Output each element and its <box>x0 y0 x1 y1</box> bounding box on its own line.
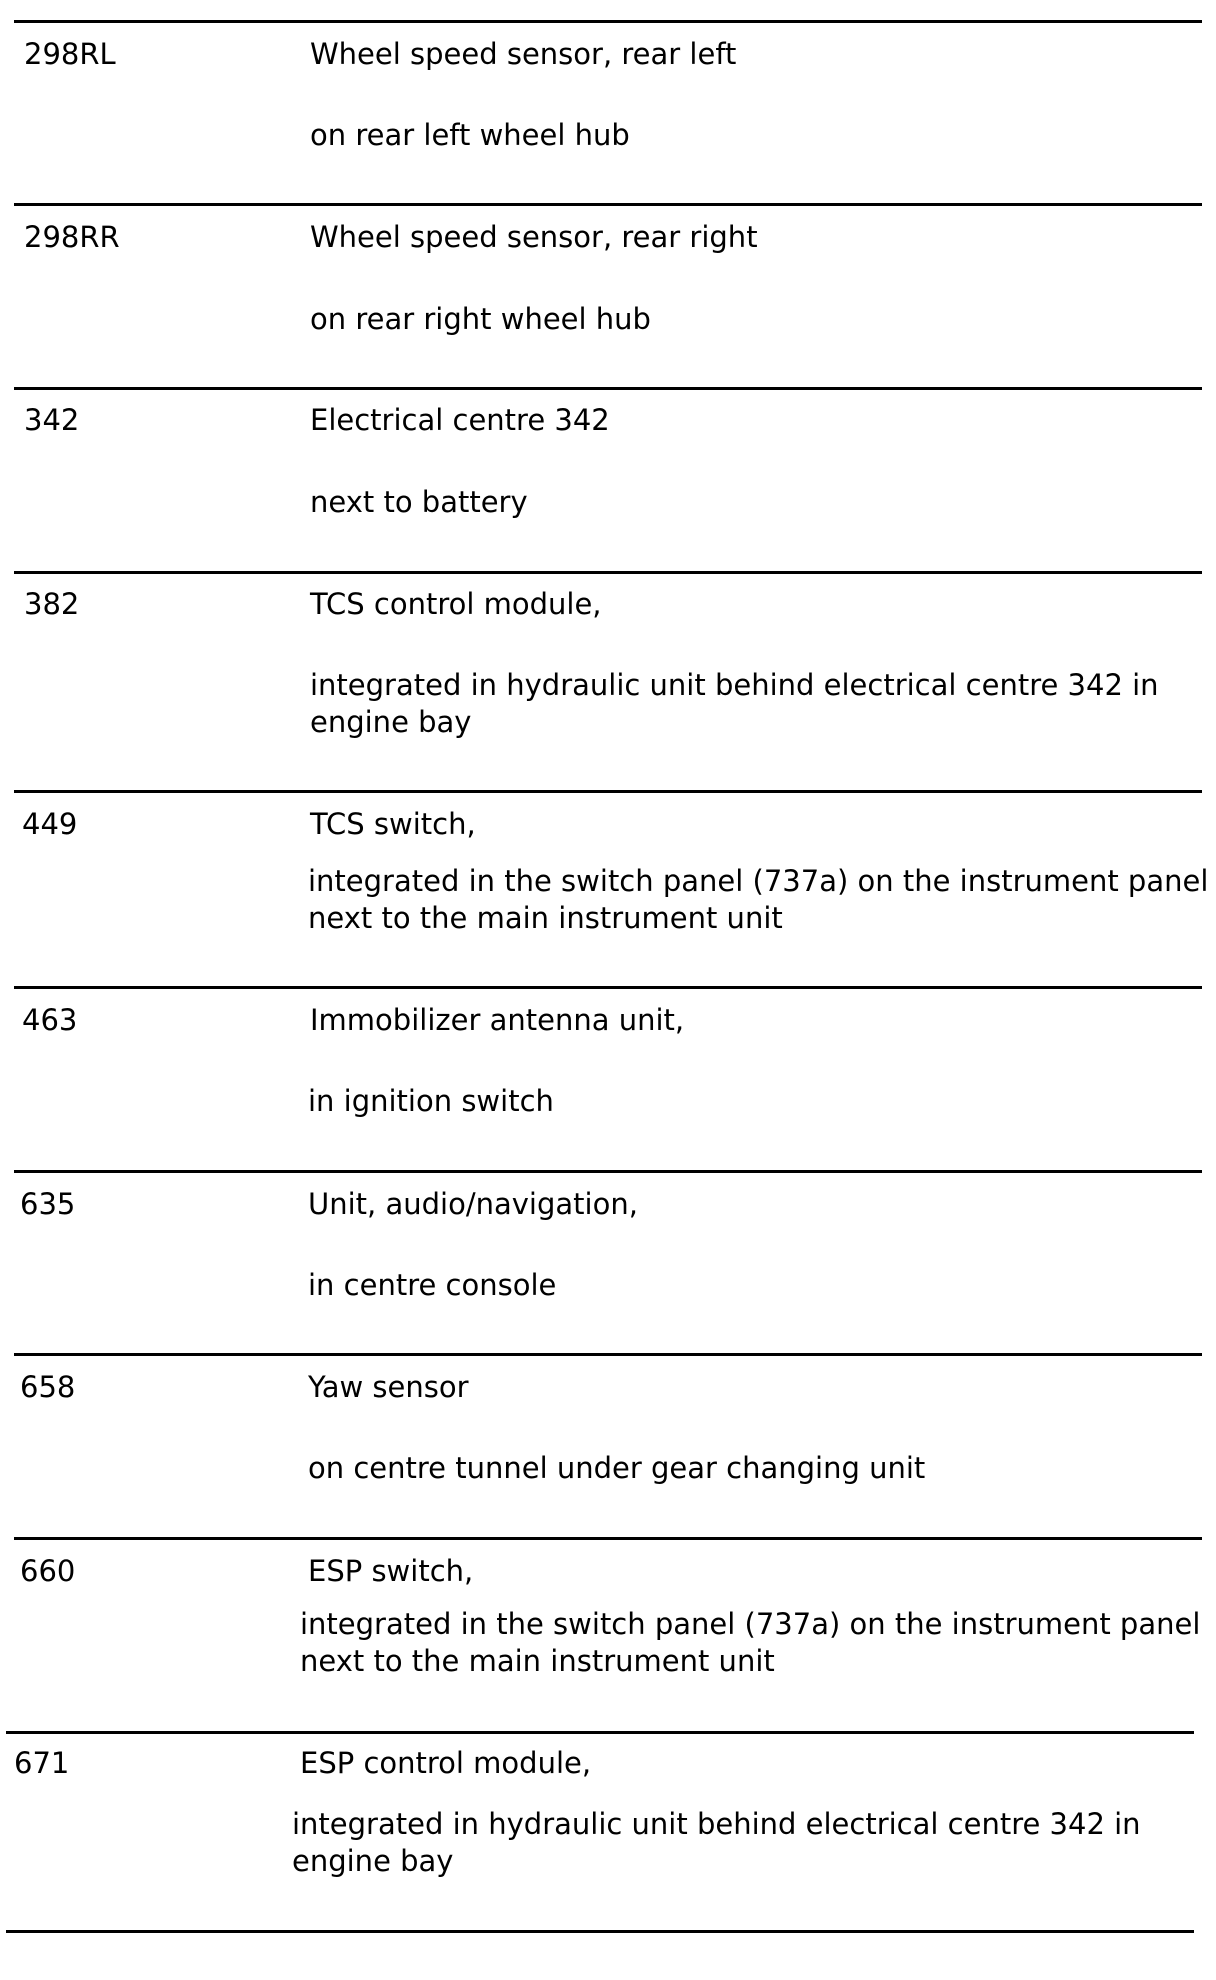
component-title: Wheel speed sensor, rear left <box>310 37 737 71</box>
row-divider <box>14 1537 1202 1540</box>
component-code: 660 <box>20 1554 76 1588</box>
component-code: 342 <box>24 403 80 437</box>
component-title: TCS switch, <box>310 807 476 841</box>
component-location: in centre console <box>308 1268 557 1302</box>
component-code: 635 <box>20 1187 76 1221</box>
component-location: on rear right wheel hub <box>310 302 651 336</box>
component-title: Wheel speed sensor, rear right <box>310 220 758 254</box>
component-location: integrated in the switch panel (737a) on the instrument panel next to the main instrument unit <box>300 1607 1201 1678</box>
row-divider <box>14 1353 1202 1356</box>
row-divider <box>14 790 1202 793</box>
component-location: integrated in the switch panel (737a) on the instrument panel next to the main instrument unit <box>308 864 1209 935</box>
row-divider <box>14 1170 1202 1173</box>
component-code: 671 <box>14 1746 70 1780</box>
component-location: on centre tunnel under gear changing unit <box>308 1451 926 1485</box>
component-code: 298RR <box>24 220 120 254</box>
row-divider <box>14 571 1202 574</box>
component-location: in ignition switch <box>308 1084 554 1118</box>
component-location: on rear left wheel hub <box>310 118 630 152</box>
component-location: integrated in hydraulic unit behind electrical centre 342 in engine bay <box>292 1807 1141 1878</box>
component-location: integrated in hydraulic unit behind electrical centre 342 in engine bay <box>310 668 1159 739</box>
component-title: ESP control module, <box>300 1746 592 1780</box>
component-title: TCS control module, <box>310 587 602 621</box>
component-code: 449 <box>22 807 78 841</box>
component-title: Unit, audio/navigation, <box>308 1187 638 1221</box>
component-title: ESP switch, <box>308 1554 474 1588</box>
row-divider <box>6 1731 1194 1734</box>
component-title: Immobilizer antenna unit, <box>310 1003 685 1037</box>
component-code: 463 <box>22 1003 78 1037</box>
component-code: 382 <box>24 587 80 621</box>
component-code: 658 <box>20 1370 76 1404</box>
component-location: next to battery <box>310 485 528 519</box>
row-divider <box>14 387 1202 390</box>
row-divider <box>6 1930 1194 1933</box>
row-divider <box>14 20 1202 23</box>
component-title: Electrical centre 342 <box>310 403 610 437</box>
row-divider <box>14 203 1202 206</box>
component-title: Yaw sensor <box>308 1370 469 1404</box>
component-code: 298RL <box>24 37 116 71</box>
row-divider <box>14 986 1202 989</box>
